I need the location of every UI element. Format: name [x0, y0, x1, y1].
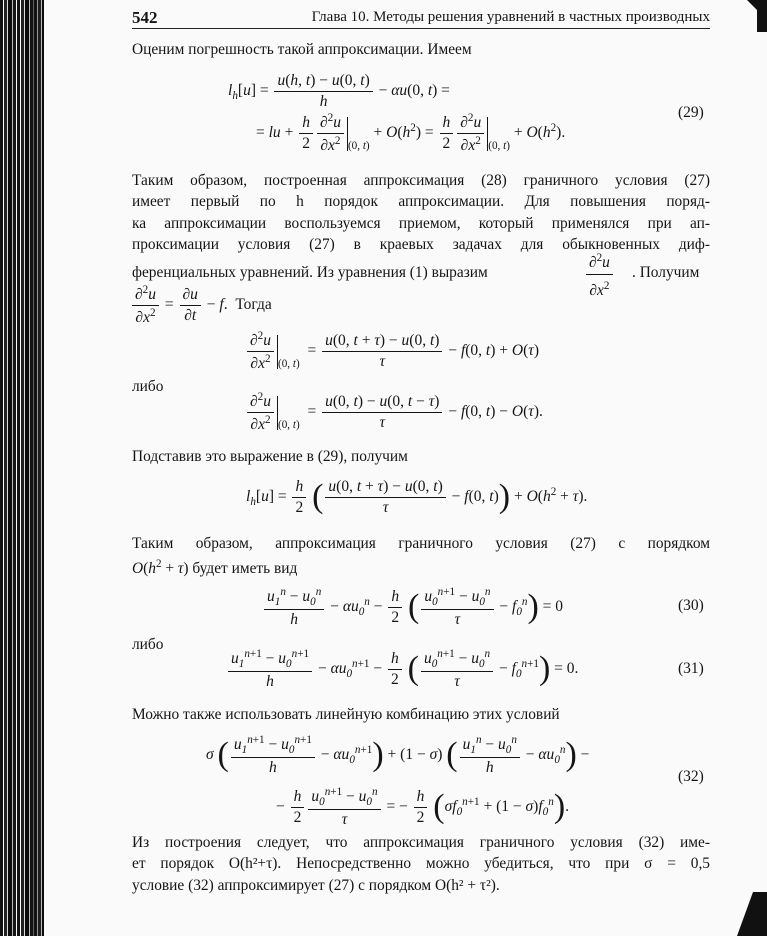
equation-inline-heat: $\frac{\partial^2u}{\partial x^2}$ = $\frac{\partial u}{\partial t}$ − f. Тогда [130, 284, 272, 327]
equation-forward-difference: $\frac{\partial^2u}{\partial x^2}$ $_{(0, t)}$ = $\frac{u(0, t + \tau) - u(0, t)}{\tau}$ − f(0, t) + O(τ) [245, 330, 539, 373]
page-number: 542 [132, 8, 158, 27]
scan-corner-shadow-bottom [753, 892, 767, 936]
paragraph-2: Таким образом, построенная аппроксимация (28) граничного условия (27) имеет первый по h порядок аппроксимации. Для повышения поряд- ка аппроксимации воспользуемся приемом, который применялся при ап- проксимации условия (27) в краевых задачах для обыкновенных диф- [132, 172, 710, 254]
word-libo-2: либо [132, 636, 164, 653]
running-header [132, 8, 710, 29]
scan-binding-edge [0, 0, 44, 936]
equation-29-line-2: = lu + $\frac{h}{2}$ $\frac{\partial^2u}{\partial x^2}$ $_{(0, t)} + O(h^2)$ = $\frac{h}{2}$ $\frac{\partial^2u}{\partial x^2}$ $_{(0, t)} + O(h^2)$. [256, 112, 566, 154]
equation-31: $\frac{u_1^{n+1} - u_0^{n+1}}{h}$ − $\alpha u_0^{n+1}$ − $\frac{h}{2}$ ( $\frac{u_0^{n+1} - u_0^n}{\tau}$ − $f_0^{n+1}) = 0$. [226, 648, 578, 691]
equation-lh-second-order: $l_h[u]$ = $\frac{h}{2}$ ( $\frac{u(0, t + \tau) - u(0, t)}{\tau}$ − f(0, $t)) + O(h^2 + \tau)$. [246, 478, 588, 516]
equation-number-29: (29) [678, 104, 704, 121]
word-libo-1: либо [132, 378, 164, 395]
paragraph-intro: Оценим погрешность такой аппроксимации. Имеем [132, 41, 472, 58]
chapter-title: Глава 10. Методы решения уравнений в частных производных [311, 9, 710, 25]
equation-backward-difference: $\frac{\partial^2u}{\partial x^2}$ $_{(0, t)}$ = $\frac{u(0, t) - u(0, t - \tau)}{\tau}$ − f(0, t) − O(τ). [245, 391, 543, 434]
equation-number-31: (31) [678, 660, 704, 677]
scan-corner-shadow-top [757, 0, 767, 32]
paragraph-4: Таким образом, аппроксимация граничного условия (27) с порядком $O(h^2 + \tau)$ будет иметь вид [132, 535, 710, 578]
paragraph-6: Из построения следует, что аппроксимация граничного условия (32) име- ет порядок O(h²+τ). Непосредственно можно убедиться, что при σ = 0,5 условие (32) аппроксимирует (27) с порядком O(h² + τ²). [132, 834, 710, 894]
equation-number-30: (30) [678, 597, 704, 614]
paragraph-2-line-5: ференциальных уравнений. Из уравнения (1) выразим $\frac{\partial^2u}{\partial x^2}$ . Получим [132, 256, 710, 290]
equation-32-line-2: − $\frac{h}{2}$ $\frac{u_0^{n+1} - u_0^n}{\tau}$ = − $\frac{h}{2}$ $(\sigma f_0^{n+1} + (1 - \sigma)f_0^n)$. [276, 786, 570, 828]
equation-number-32: (32) [678, 768, 704, 785]
equation-30: $\frac{u_1^n - u_0^n}{h}$ − $\alpha u_0^n$ − $\frac{h}{2}$ ( $\frac{u_0^{n+1} - u_0^n}{\tau}$ − $f_0^n) = 0$ [262, 586, 563, 629]
equation-29-line-1: $l_h[u]$ = $\frac{u(h, t) - u(0, t)}{h}$ − αu(0, t) = [228, 72, 450, 110]
paragraph-3: Подставив это выражение в (29), получим [132, 448, 408, 465]
paragraph-5: Можно также использовать линейную комбинацию этих условий [132, 706, 560, 723]
equation-32-line-1: σ ( $\frac{u_1^{n+1} - u_0^{n+1}}{h}$ − $\alpha u_0^{n+1}) + (1 - \sigma)$ ( $\frac{u_1^n - u_0^n}{h}$ − $\alpha u_0^n$) − [206, 734, 590, 776]
